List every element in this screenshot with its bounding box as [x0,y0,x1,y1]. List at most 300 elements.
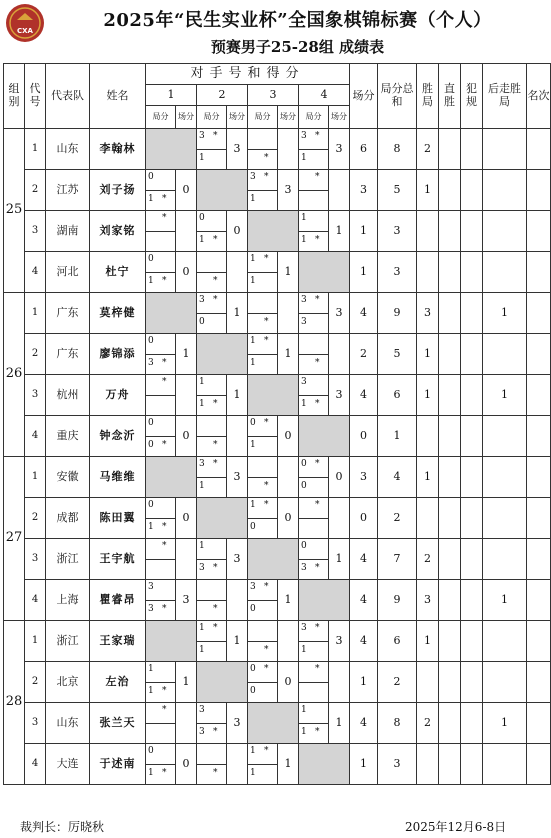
game-score-1: 0 [148,254,154,264]
game-mark-2: * [213,604,218,614]
match-score: 0 [284,511,292,524]
match-points: 1 [350,211,378,252]
game-mark-1: * [264,172,269,182]
game-mark-2: * [315,727,320,737]
match-score: 0 [284,429,292,442]
result-cell [299,170,350,211]
game-total: 2 [378,498,417,539]
game-score-2: 1 [199,645,205,655]
sub-game-label: 局分 [146,106,176,128]
result-cell [146,539,197,580]
fouls [461,375,483,416]
fouls [461,539,483,580]
player-row [4,211,551,252]
game-total: 5 [378,334,417,375]
match-points: 4 [350,580,378,621]
game-score-1: 0 [250,418,256,428]
game-total: 7 [378,539,417,580]
game-total: 8 [378,129,417,170]
wins: 1 [417,334,439,375]
black-wins: 1 [483,703,527,744]
match-score: 1 [284,265,292,278]
game-score-1: 3 [301,131,307,141]
match-points: 4 [350,539,378,580]
black-wins [483,416,527,457]
game-mark-2: * [264,481,269,491]
match-points: 4 [350,703,378,744]
result-cell [146,416,197,457]
sub-match-label: 场分 [229,112,245,121]
player-team: 北京 [46,662,90,703]
match-score: 1 [233,388,241,401]
rank [527,457,551,498]
game-score-1: 3 [199,295,205,305]
col-seq: 代号 [25,64,46,129]
game-mark-1: * [213,623,218,633]
game-score-2: 0 [250,522,256,532]
game-mark-1: * [162,213,167,223]
player-team: 湖南 [46,211,90,252]
direct-wins [439,416,461,457]
black-wins [483,170,527,211]
black-wins: 1 [483,293,527,334]
opponent-subheader [197,106,248,129]
match-points: 3 [350,457,378,498]
player-name: 杜宁 [90,252,146,293]
game-total: 1 [378,416,417,457]
result-cell [146,662,197,703]
result-cell [197,621,248,662]
fouls [461,457,483,498]
game-mark-1: * [162,377,167,387]
result-cell [197,457,248,498]
game-score-2: 1 [148,522,154,532]
direct-wins [439,334,461,375]
game-score-1: 1 [250,746,256,756]
opponent-subheader [299,106,350,129]
game-total: 5 [378,170,417,211]
game-mark-2: * [162,768,167,778]
game-score-2: 1 [148,276,154,286]
result-cell [197,703,248,744]
game-mark-2: * [213,768,218,778]
player-seq: 2 [25,662,46,703]
match-score: 1 [284,347,292,360]
game-mark-2: * [315,563,320,573]
game-total: 3 [378,211,417,252]
game-mark-1: * [264,582,269,592]
game-mark-2: * [315,235,320,245]
match-score: 0 [335,470,343,483]
player-seq: 3 [25,539,46,580]
player-row [4,375,551,416]
match-score: 0 [233,224,241,237]
black-wins [483,498,527,539]
game-score-1: 0 [199,213,205,223]
sub-match-label: 场分 [331,112,347,121]
player-row [4,744,551,785]
player-name: 张兰天 [90,703,146,744]
player-seq: 4 [25,416,46,457]
wins: 2 [417,129,439,170]
fouls [461,416,483,457]
game-mark-1: * [315,172,320,182]
game-mark-1: * [264,746,269,756]
player-row [4,621,551,662]
match-score: 3 [233,716,241,729]
result-cell [299,457,350,498]
game-score-1: 3 [148,582,154,592]
black-wins: 1 [483,375,527,416]
game-mark-1: * [264,336,269,346]
game-mark-2: * [162,194,167,204]
match-score: 3 [182,593,190,606]
game-total: 9 [378,580,417,621]
direct-wins [439,539,461,580]
match-score: 0 [182,757,190,770]
match-score: 0 [182,429,190,442]
wins [417,252,439,293]
player-name: 瞿睿昂 [90,580,146,621]
result-cell [299,621,350,662]
game-mark-2: * [162,604,167,614]
game-mark-1: * [315,623,320,633]
black-wins [483,457,527,498]
col-match-points: 场分 [350,64,378,129]
game-mark-1: * [264,664,269,674]
direct-wins [439,211,461,252]
rank [527,703,551,744]
player-name: 莫梓健 [90,293,146,334]
wins: 1 [417,170,439,211]
match-points: 1 [350,744,378,785]
game-score-1: 3 [199,131,205,141]
game-mark-1: * [213,459,218,469]
game-mark-1: * [162,541,167,551]
match-score: 3 [284,183,292,196]
col-black-wins: 后走胜局 [483,64,527,129]
direct-wins [439,580,461,621]
game-score-2: 3 [148,604,154,614]
result-cell [299,129,350,170]
result-cell [197,416,248,457]
rank [527,293,551,334]
event-date: 2025年12月6-8日 [405,820,507,834]
direct-wins [439,170,461,211]
game-score-2: 1 [199,399,205,409]
direct-wins [439,662,461,703]
player-seq: 1 [25,621,46,662]
game-score-1: 1 [199,377,205,387]
match-score: 1 [233,634,241,647]
result-cell [248,334,299,375]
player-name: 廖锦添 [90,334,146,375]
game-score-1: 0 [301,541,307,551]
wins: 1 [417,457,439,498]
result-cell [197,539,248,580]
page-title: 2025年“民生实业杯”全国象棋锦标赛（个人） [103,10,492,31]
result-cell [248,416,299,457]
match-points: 1 [350,252,378,293]
game-score-2: 0 [301,481,307,491]
self-cell [197,334,248,375]
player-seq: 2 [25,498,46,539]
result-cell [248,457,299,498]
match-points: 2 [350,334,378,375]
black-wins: 1 [483,580,527,621]
black-wins [483,129,527,170]
page-subtitle: 预赛男子25-28组 成绩表 [210,38,385,56]
game-score-1: 1 [148,664,154,674]
opponent-number: 2 [197,85,248,106]
direct-wins [439,252,461,293]
player-row [4,129,551,170]
col-group: 组别 [4,64,25,129]
match-score: 3 [335,306,343,319]
player-team: 山东 [46,703,90,744]
player-team: 重庆 [46,416,90,457]
result-cell [248,580,299,621]
result-cell [248,662,299,703]
direct-wins [439,129,461,170]
result-cell [299,539,350,580]
self-cell [299,580,350,621]
col-team: 代表队 [46,64,90,129]
self-cell [146,457,197,498]
game-score-1: 0 [148,336,154,346]
game-score-2: 0 [199,317,205,327]
fouls [461,211,483,252]
game-total: 8 [378,703,417,744]
player-name: 刘家铭 [90,211,146,252]
wins [417,211,439,252]
player-seq: 1 [25,129,46,170]
result-cell [197,293,248,334]
fouls [461,703,483,744]
game-score-1: 0 [148,418,154,428]
rank [527,662,551,703]
match-score: 3 [335,634,343,647]
player-seq: 3 [25,211,46,252]
result-cell [299,662,350,703]
fouls [461,498,483,539]
game-mark-2: * [213,276,218,286]
player-seq: 2 [25,334,46,375]
player-team: 广东 [46,334,90,375]
game-mark-1: * [213,295,218,305]
match-score: 3 [335,142,343,155]
game-score-1: 1 [250,500,256,510]
rank [527,334,551,375]
game-score-1: 0 [250,664,256,674]
col-direct: 直胜 [439,64,461,129]
player-seq: 4 [25,744,46,785]
game-mark-1: * [264,418,269,428]
sub-match-label: 场分 [178,112,194,121]
game-score-2: 3 [148,358,154,368]
self-cell [248,211,299,252]
player-team: 杭州 [46,375,90,416]
match-score: 1 [284,757,292,770]
black-wins [483,662,527,703]
game-score-2: 1 [301,645,307,655]
game-score-1: 3 [250,582,256,592]
player-row [4,252,551,293]
result-cell [248,744,299,785]
player-team: 大连 [46,744,90,785]
result-cell [146,375,197,416]
sub-game-label: 局分 [299,106,329,128]
game-mark-2: * [213,399,218,409]
player-name: 刘子扬 [90,170,146,211]
results-table [3,63,550,809]
game-mark-2: * [162,276,167,286]
fouls [461,129,483,170]
game-score-1: 3 [199,705,205,715]
player-name: 陈田翼 [90,498,146,539]
result-cell [197,129,248,170]
rank [527,580,551,621]
sub-match-label: 场分 [280,112,296,121]
game-score-1: 1 [301,213,307,223]
result-cell [248,129,299,170]
wins: 1 [417,621,439,662]
direct-wins [439,457,461,498]
wins: 1 [417,375,439,416]
game-score-1: 3 [301,377,307,387]
game-mark-2: * [162,358,167,368]
fouls [461,334,483,375]
player-row [4,498,551,539]
result-cell [299,334,350,375]
result-cell [146,498,197,539]
game-mark-1: * [315,295,320,305]
result-cell [248,170,299,211]
referee-label: 裁判长：厉晓秋 [20,820,105,834]
self-cell [146,293,197,334]
opponent-number: 4 [299,85,350,106]
match-score: 3 [233,552,241,565]
fouls [461,580,483,621]
black-wins [483,744,527,785]
game-score-1: 1 [250,254,256,264]
player-team: 山东 [46,129,90,170]
game-mark-2: * [162,522,167,532]
result-cell [299,211,350,252]
match-score: 1 [335,716,343,729]
match-score: 3 [335,388,343,401]
player-name: 李翰林 [90,129,146,170]
fouls [461,744,483,785]
game-mark-2: * [264,317,269,327]
wins: 3 [417,293,439,334]
game-mark-2: * [213,727,218,737]
player-seq: 3 [25,703,46,744]
game-score-2: 1 [250,194,256,204]
player-team: 河北 [46,252,90,293]
game-score-2: 1 [301,399,307,409]
match-score: 1 [335,224,343,237]
result-cell [197,580,248,621]
match-score: 1 [233,306,241,319]
player-name: 马维维 [90,457,146,498]
game-score-1: 1 [301,705,307,715]
rank [527,170,551,211]
game-total: 2 [378,662,417,703]
wins [417,498,439,539]
rank [527,539,551,580]
game-mark-1: * [264,254,269,264]
game-score-1: 1 [199,623,205,633]
player-row [4,539,551,580]
game-total: 6 [378,621,417,662]
match-points: 0 [350,416,378,457]
player-team: 上海 [46,580,90,621]
col-game-total: 局分总和 [378,64,417,129]
game-mark-2: * [264,645,269,655]
game-score-2: 1 [301,727,307,737]
self-cell [146,621,197,662]
player-team: 安徽 [46,457,90,498]
match-points: 4 [350,621,378,662]
match-points: 0 [350,498,378,539]
game-mark-1: * [315,664,320,674]
game-mark-1: * [213,131,218,141]
game-mark-2: * [264,153,269,163]
self-cell [248,539,299,580]
self-cell [299,416,350,457]
player-seq: 1 [25,293,46,334]
game-total: 9 [378,293,417,334]
col-name: 姓名 [90,64,146,129]
self-cell [299,252,350,293]
fouls [461,170,483,211]
group-label: 25 [4,129,25,293]
sub-game-label: 局分 [197,106,227,128]
match-score: 1 [335,552,343,565]
col-rank: 名次 [527,64,551,129]
result-cell [146,252,197,293]
sub-game-label: 局分 [248,106,278,128]
result-cell [248,621,299,662]
direct-wins [439,703,461,744]
game-score-2: 3 [301,563,307,573]
opponent-subheader [248,106,299,129]
player-team: 江苏 [46,170,90,211]
self-cell [197,498,248,539]
match-points: 3 [350,170,378,211]
game-mark-2: * [213,440,218,450]
game-total: 3 [378,744,417,785]
result-cell [248,252,299,293]
wins [417,416,439,457]
game-score-2: 1 [148,686,154,696]
player-seq: 2 [25,170,46,211]
match-points: 1 [350,662,378,703]
game-mark-1: * [315,131,320,141]
self-cell [146,129,197,170]
direct-wins [439,375,461,416]
player-name: 左治 [90,662,146,703]
game-total: 3 [378,252,417,293]
black-wins [483,211,527,252]
result-cell [299,293,350,334]
self-cell [248,703,299,744]
game-score-1: 0 [148,500,154,510]
rank [527,211,551,252]
wins: 3 [417,580,439,621]
result-cell [146,580,197,621]
